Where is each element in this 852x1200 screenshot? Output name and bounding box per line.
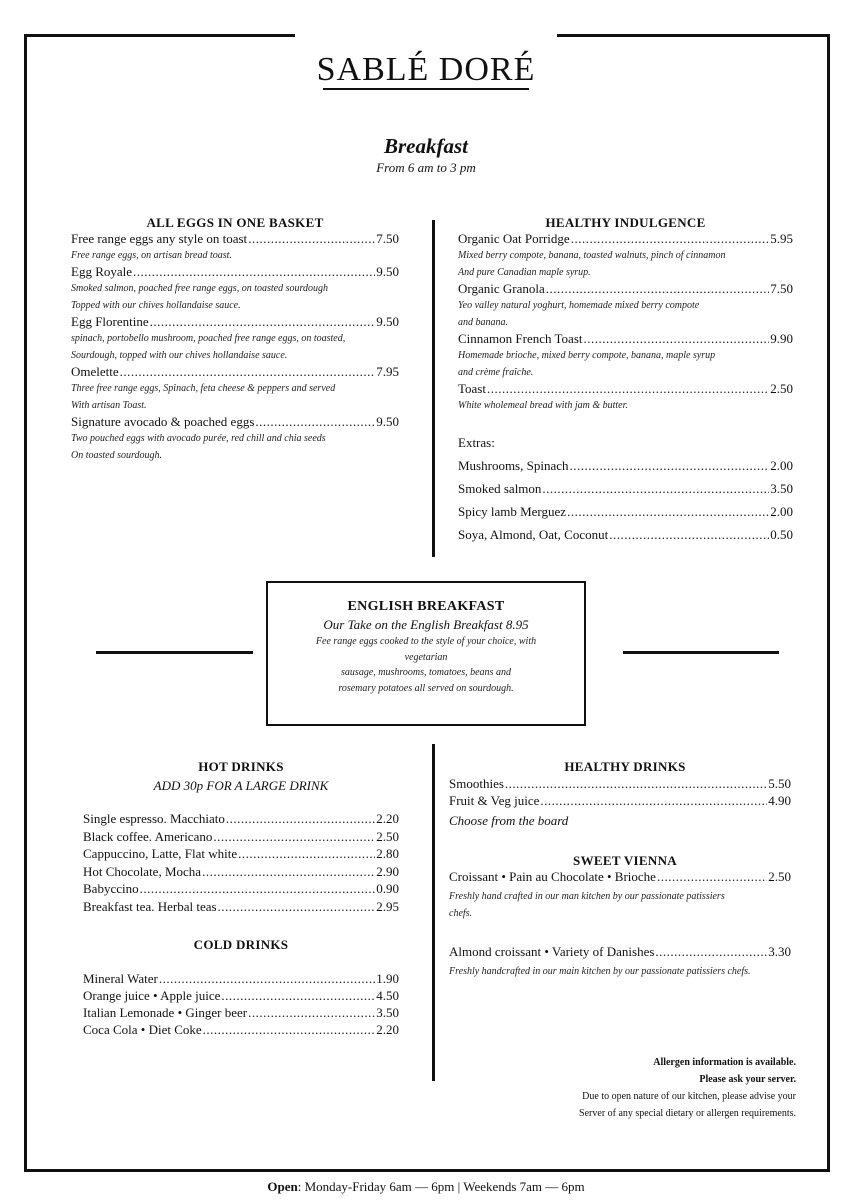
english-description: Fee range eggs cooked to the style of your choice, with — [315, 636, 537, 647]
divider-right — [623, 651, 779, 654]
logo-frame-gap — [295, 28, 557, 42]
item-description: Topped with our chives hollandaise sauce. — [71, 300, 241, 311]
drink-item — [83, 970, 399, 987]
item-price: 9.50 — [376, 314, 399, 329]
dot-leader — [248, 231, 375, 247]
healthy-drinks-section — [449, 759, 791, 832]
item-price: 9.50 — [376, 264, 399, 279]
item-description: spinach, portobello mushroom, poached free range eggs, on toasted, — [71, 333, 346, 344]
item-name: Egg Royale — [71, 264, 133, 279]
item-description: Sourdough, topped with our chives hollandaise sauce. — [71, 350, 288, 361]
english-breakfast-box — [266, 581, 586, 726]
item-price: 2.95 — [376, 898, 399, 914]
item-price: 4.50 — [376, 988, 399, 1003]
dot-leader — [226, 810, 375, 828]
item-description: Freshly hand crafted in our man kitchen by our passionate patissiers — [449, 891, 725, 902]
item-price: 7.95 — [376, 364, 399, 379]
dot-leader — [546, 281, 769, 297]
drink-item — [83, 880, 399, 898]
item-description: Three free range eggs, Spinach, feta cheese & peppers and served — [71, 383, 336, 394]
dot-leader — [150, 314, 376, 330]
item-name: Cappuccino, Latte, Flat white — [83, 846, 238, 862]
allergen-line: Please ask your server. — [699, 1074, 796, 1085]
item-description: Free range eggs, on artisan bread toast. — [71, 250, 232, 261]
item-name: Smoothies — [449, 776, 504, 791]
open-hours: : Monday-Friday 6am — 6pm | Weekends 7am — 6pm — [297, 1179, 585, 1194]
eggs-heading: ALL EGGS IN ONE BASKET — [146, 215, 324, 230]
item-name: Free range eggs any style on toast — [71, 231, 248, 246]
item-description: chefs. — [449, 908, 473, 919]
opening-hours — [0, 1179, 852, 1195]
item-name: Single espresso. Macchiato — [83, 811, 225, 826]
item-name: Almond croissant • Variety of Danishes — [449, 944, 655, 959]
item-price: 2.00 — [770, 504, 793, 519]
column-divider-bottom — [432, 744, 435, 1081]
item-price: 1.90 — [376, 971, 399, 986]
item-price: 5.50 — [768, 776, 791, 791]
menu-item — [458, 381, 793, 397]
extras-label: Extras: — [458, 435, 495, 450]
english-tagline: Our Take on the English Breakfast 8.95 — [323, 617, 529, 632]
item-price: 2.50 — [770, 381, 793, 396]
item-price: 0.90 — [376, 881, 399, 897]
hot-drinks-section — [83, 759, 399, 916]
dot-leader — [120, 364, 376, 380]
dot-leader — [238, 845, 375, 863]
dot-leader — [218, 898, 376, 916]
menu-item — [71, 314, 399, 330]
menu-item — [458, 231, 793, 247]
extra-item — [458, 477, 793, 500]
sweet-vienna-section — [449, 853, 791, 980]
dot-leader — [571, 231, 770, 247]
item-description: On toasted sourdough. — [71, 450, 163, 461]
dot-leader — [221, 987, 375, 1004]
extra-item — [458, 500, 793, 523]
item-name: Italian Lemonade • Ginger beer — [83, 1005, 248, 1020]
hot-drinks-heading: HOT DRINKS — [198, 759, 284, 774]
drink-item — [449, 792, 791, 809]
menu-item — [458, 331, 793, 347]
item-price: 2.80 — [376, 846, 399, 862]
menu-hours: From 6 am to 3 pm — [376, 160, 476, 175]
item-price: 4.90 — [768, 793, 791, 808]
item-description: Mixed berry compote, banana, toasted walnuts, pinch of cinnamon — [458, 250, 726, 261]
item-price: 3.50 — [770, 481, 793, 496]
allergen-line: Allergen information is available. — [653, 1057, 796, 1068]
drink-item — [83, 1021, 399, 1038]
item-price: 0.50 — [770, 527, 793, 542]
item-name: Smoked salmon — [458, 481, 542, 496]
drink-item — [83, 898, 399, 916]
dot-leader — [140, 880, 376, 898]
item-price: 2.20 — [376, 811, 399, 826]
dot-leader — [202, 863, 375, 881]
dot-leader — [570, 454, 770, 477]
item-name: Mushrooms, Spinach — [458, 458, 569, 473]
item-price: 2.50 — [768, 869, 791, 884]
sweet-vienna-heading: SWEET VIENNA — [573, 853, 677, 868]
hot-drinks-note: ADD 30p FOR A LARGE DRINK — [153, 778, 329, 793]
dot-leader — [584, 331, 770, 347]
item-name: Hot Chocolate, Mocha — [83, 863, 202, 879]
item-name: Cinnamon French Toast — [458, 331, 583, 346]
dot-leader — [609, 523, 769, 546]
menu-item — [71, 264, 399, 280]
english-description: rosemary potatoes all served on sourdough. — [338, 683, 514, 694]
item-price: 7.50 — [376, 231, 399, 246]
dot-leader — [542, 477, 769, 500]
english-description: vegetarian — [404, 652, 448, 663]
divider-left — [96, 651, 253, 654]
item-name: Coca Cola • Diet Coke — [83, 1022, 202, 1037]
dot-leader — [487, 381, 769, 397]
item-description: Freshly handcrafted in our main kitchen by our passionate patissiers chefs. — [449, 966, 751, 977]
item-price: 2.50 — [376, 828, 399, 844]
allergen-line: Server of any special dietary or allergen requirements. — [579, 1108, 796, 1119]
cold-drinks-heading: COLD DRINKS — [193, 937, 289, 952]
menu-title: Breakfast — [384, 134, 468, 158]
healthy-section — [458, 215, 793, 546]
logo-underline — [323, 88, 529, 90]
pastry-item — [449, 944, 791, 960]
drink-item — [449, 775, 791, 792]
drink-item — [83, 828, 399, 846]
dot-leader — [248, 1004, 375, 1021]
item-price: 3.30 — [768, 944, 791, 959]
item-name: Babyccino — [83, 881, 139, 897]
english-heading: ENGLISH BREAKFAST — [347, 599, 505, 614]
cold-drinks-section — [83, 937, 399, 1038]
column-divider-top — [432, 220, 435, 557]
eggs-section — [71, 215, 399, 464]
drink-item — [83, 845, 399, 863]
item-name: Organic Granola — [458, 281, 545, 296]
drink-item — [83, 863, 399, 881]
item-name: Omelette — [71, 364, 119, 379]
item-name: Signature avocado & poached eggs — [71, 414, 255, 429]
menu-item — [71, 231, 399, 247]
item-description: and crème fraîche. — [458, 367, 534, 378]
item-price: 9.90 — [770, 331, 793, 346]
item-name: Egg Florentine — [71, 314, 149, 329]
open-label: Open — [267, 1179, 298, 1194]
item-name: Soya, Almond, Oat, Coconut — [458, 527, 609, 542]
item-price: 3.50 — [376, 1005, 399, 1020]
dot-leader — [505, 775, 767, 792]
menu-item — [458, 281, 793, 297]
extra-item — [458, 454, 793, 477]
dot-leader — [567, 500, 769, 523]
dot-leader — [213, 828, 375, 846]
brand-logo: SABLÉ DORÉ — [316, 51, 536, 88]
item-price: 2.00 — [770, 458, 793, 473]
dot-leader — [159, 970, 375, 987]
item-price: 5.95 — [770, 231, 793, 246]
item-price: 2.20 — [376, 1022, 399, 1037]
item-price: 9.50 — [376, 414, 399, 429]
allergen-notice — [448, 1054, 796, 1122]
item-description: Homemade brioche, mixed berry compote, banana, maple syrup — [458, 350, 716, 361]
item-description: Smoked salmon, poached free range eggs, on toasted sourdough — [71, 283, 329, 294]
healthy-drinks-heading: HEALTHY DRINKS — [564, 759, 686, 774]
dot-leader — [255, 414, 375, 430]
item-name: Black coffee. Americano — [83, 828, 213, 844]
item-price: 7.50 — [770, 281, 793, 296]
item-name: Fruit & Veg juice — [449, 793, 540, 808]
item-description: With artisan Toast. — [71, 400, 147, 411]
item-description: And pure Canadian maple syrup. — [458, 267, 591, 278]
item-price: 2.90 — [376, 863, 399, 879]
item-description: Two pouched eggs with avocado purée, red chill and chia seeds — [71, 433, 326, 444]
drink-item — [83, 987, 399, 1004]
dot-leader — [657, 869, 767, 885]
healthy-drinks-note: Choose from the board — [449, 813, 569, 828]
menu-item — [71, 364, 399, 380]
item-name: Mineral Water — [83, 971, 158, 986]
extra-item — [458, 523, 793, 546]
item-name: Croissant • Pain au Chocolate • Brioche — [449, 869, 656, 884]
item-name: Organic Oat Porridge — [458, 231, 570, 246]
pastry-item — [449, 869, 791, 885]
dot-leader — [540, 792, 767, 809]
allergen-line: Due to open nature of our kitchen, please advise your — [582, 1091, 796, 1102]
item-description: and banana. — [458, 317, 508, 328]
english-description: sausage, mushrooms, tomatoes, beans and — [341, 667, 511, 678]
item-name: Breakfast tea. Herbal teas — [83, 898, 217, 914]
drink-item — [83, 1004, 399, 1021]
drink-item — [83, 810, 399, 828]
dot-leader — [203, 1021, 376, 1038]
item-description: Yeo valley natural yoghurt, homemade mixed berry compote — [458, 300, 700, 311]
healthy-heading: HEALTHY INDULGENCE — [545, 215, 706, 230]
item-description: White wholemeal bread with jam & butter. — [458, 400, 628, 411]
item-name: Toast — [458, 381, 486, 396]
item-name: Orange juice • Apple juice — [83, 988, 221, 1003]
menu-item — [71, 414, 399, 430]
dot-leader — [655, 944, 767, 960]
dot-leader — [133, 264, 375, 280]
item-name: Spicy lamb Merguez — [458, 504, 567, 519]
